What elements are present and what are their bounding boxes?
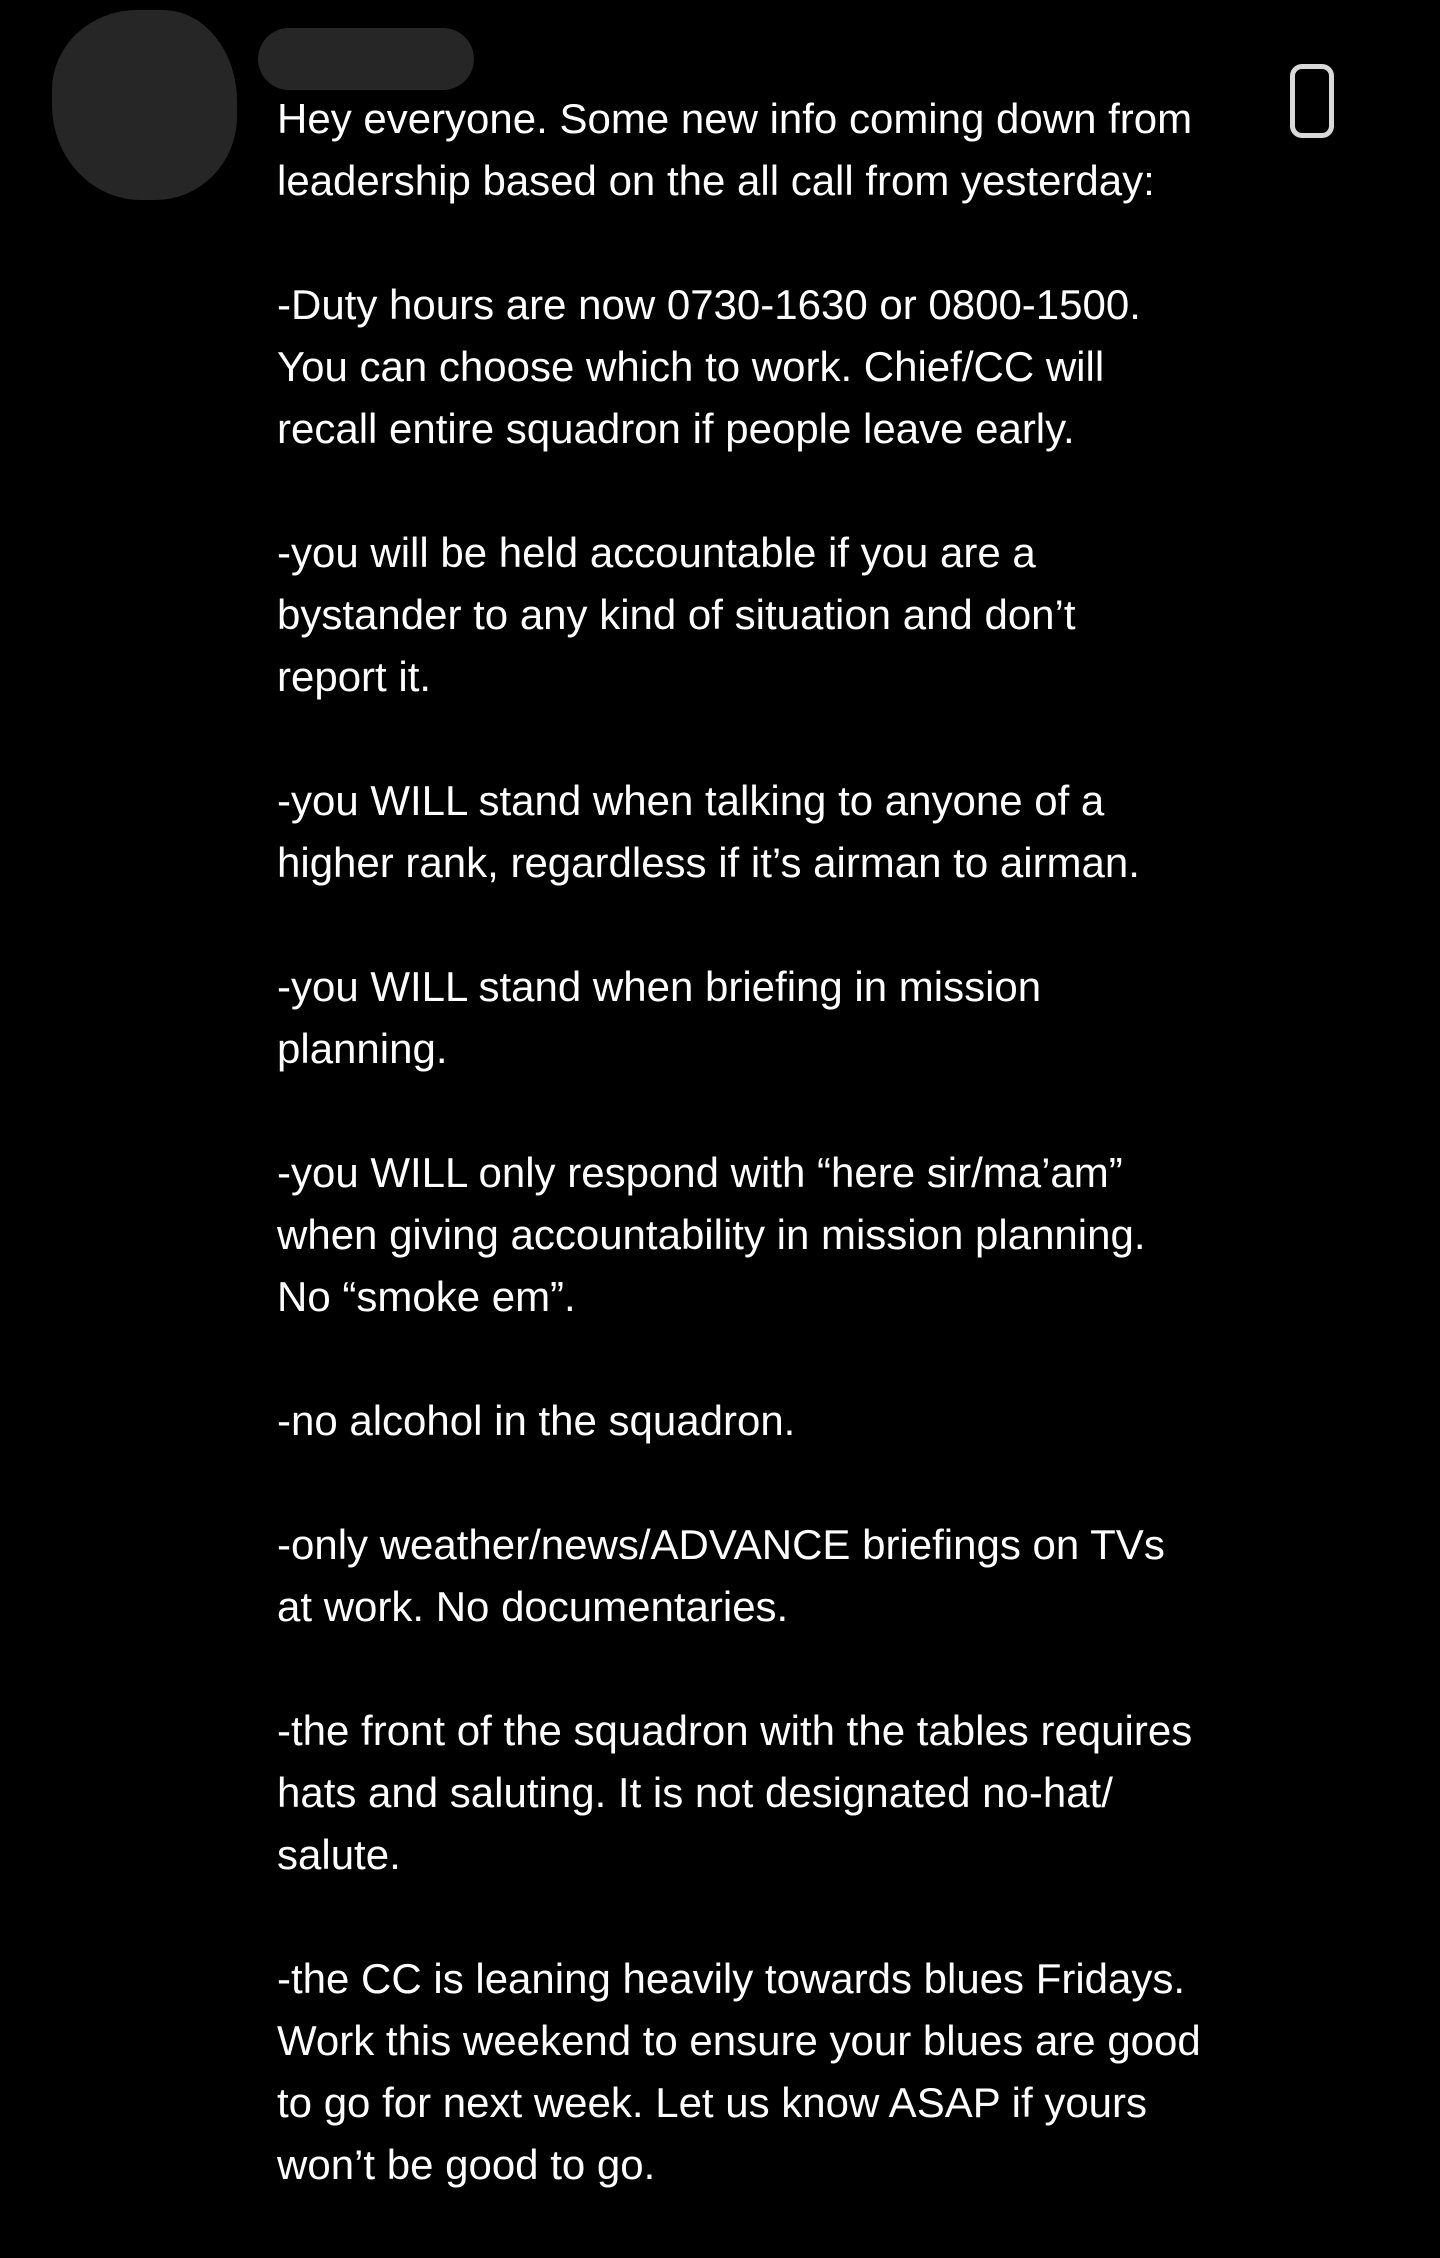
message-paragraph: Hey everyone. Some new info coming down from leadership based on the all call from yesterday: [277,95,1193,204]
message-paragraph: -Duty hours are now 0730-1630 or 0800-1500. You can choose which to work. Chief/CC will recall entire squadron if people leave early. [277,281,1141,452]
sender-avatar-redacted [52,10,237,200]
message-paragraph: -you will be held accountable if you are a bystander to any kind of situation and don’t report it. [277,529,1076,700]
message-paragraph: -no alcohol in the squadron. [277,1397,796,1444]
message-paragraph: -only weather/news/ADVANCE briefings on TVs at work. No documentaries. [277,1521,1165,1630]
copy-icon[interactable] [1290,64,1334,138]
sender-name-redacted [258,28,474,90]
message-paragraph: -the CC is leaning heavily towards blues Fridays. Work this weekend to ensure your blues are good to go for next week. Let us know ASAP if yours won’t be good to go. [277,1955,1201,2188]
message-paragraph: -you WILL only respond with “here sir/ma’am” when giving accountability in mission planning. No “smoke em”. [277,1149,1146,1320]
message-paragraph: -the front of the squadron with the tables requires hats and saluting. It is not designated no-hat/ salute. [277,1707,1193,1878]
message-paragraph: -you WILL stand when talking to anyone of a higher rank, regardless if it’s airman to airman. [277,777,1140,886]
message-paragraph: -you WILL stand when briefing in mission planning. [277,963,1042,1072]
message-body [277,88,1277,2258]
